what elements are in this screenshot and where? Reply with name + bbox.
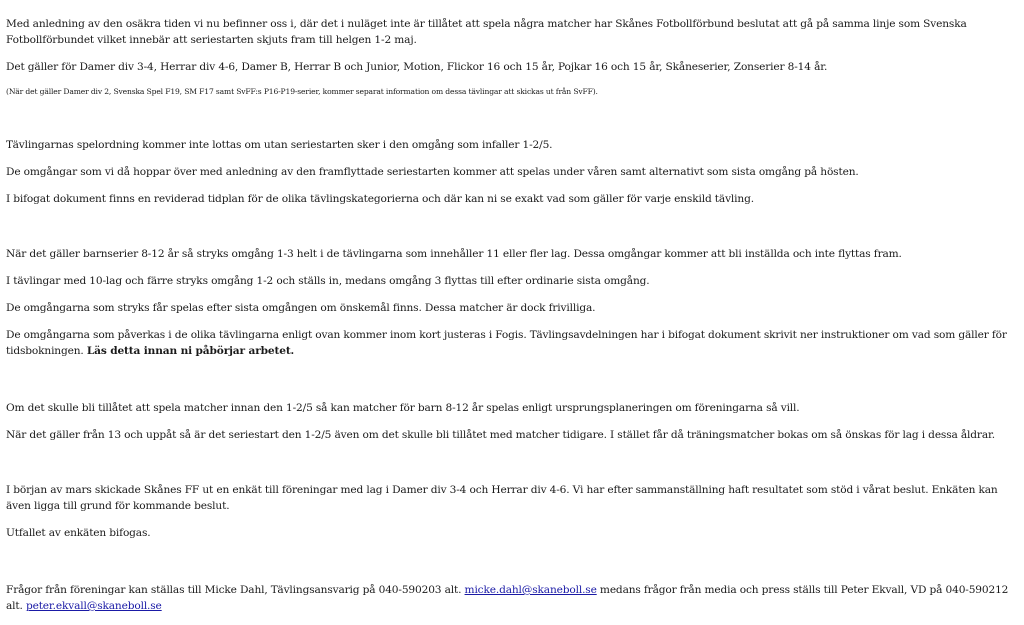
spacer [6,370,1018,400]
paragraph-contact [6,582,1018,614]
paragraph-fogis [6,327,1018,359]
email-link-micke[interactable]: micke.dahl@skaneboll.se [464,584,597,596]
paragraph-children-series: När det gäller barnserier 8-12 år så stryks omgång 1-3 helt i de tävlingarna som innehåller 11 eller fler lag. Dessa omgångar kommer att bli inställda och inte flyttas fram. [6,248,902,260]
paragraph-skipped-rounds: De omgångar som vi då hoppar över med anledning av den framflyttade seriestarten kommer att spelas under våren samt alternativt som sista omgång på hösten. [6,166,859,178]
spacer [6,109,1018,137]
paragraph-survey: I början av mars skickade Skånes FF ut en enkät till föreningar med lag i Damer div 3-4 och Herrar div 4-6. Vi har efter sammanställning haft resultatet som stöd i vårat beslut. Enkäten kan även ligga till grund för kommande beslut. [6,484,998,512]
fogis-text: De omgångarna som påverkas i de olika tävlingarna enligt ovan kommer inom kort justeras i Fogis. Tävlingsavdelningen har i bifogat dokument skrivit ner instruktioner om vad som gäller för tidsbokningen. [6,329,1007,357]
paragraph-attached-schedule: I bifogat dokument finns en reviderad tidplan för de olika tävlingskategorierna och där kan ni se exakt vad som gäller för varje enskild tävling. [6,193,754,205]
paragraph-order: Tävlingarnas spelordning kommer inte lottas om utan seriestarten sker i den omgång som infaller 1-2/5. [6,139,553,151]
email-link-peter[interactable]: peter.ekvall@skaneboll.se [25,600,162,612]
paragraph-from-13: När det gäller från 13 och uppåt så är det seriestart den 1-2/5 även om det skulle bli tillåtet med matcher tidigare. I stället får då träningsmatcher bokas om så önskas för lag i dessa åldrar. [6,429,995,441]
spacer [6,454,1018,482]
paragraph-intro: Med anledning av den osäkra tiden vi nu befinner oss i, där det i nuläget inte är tillåtet att spela några matcher har Skånes Fotbollförbund beslutat att gå på samma linje som Svenska Fotbollförbundet vilket innebär att seriestarten skjuts fram till helgen 1-2 maj. [6,18,967,46]
paragraph-applies-to: Det gäller för Damer div 3-4, Herrar div 4-6, Damer B, Herrar B och Junior, Motion, Flickor 16 och 15 år, Pojkar 16 och 15 år, Skåneserier, Zonserier 8-14 år. [6,61,828,73]
document-body [6,16,1018,625]
spacer [6,552,1018,582]
paragraph-optional-rounds: De omgångarna som stryks får spelas efter sista omgången om önskemål finns. Dessa matcher är dock frivilliga. [6,302,596,314]
contact-text-1: Frågor från föreningar kan ställas till Micke Dahl, Tävlingsansvarig på 040-590203 alt. [6,584,465,596]
fogis-bold-notice: Läs detta innan ni påbörjar arbetet. [86,345,295,357]
paragraph-ten-teams: I tävlingar med 10-lag och färre stryks omgång 1-2 och ställs in, medans omgång 3 flyttas till efter ordinarie sista omgång. [6,275,650,287]
spacer [6,218,1018,246]
paragraph-allowed-earlier: Om det skulle bli tillåtet att spela matcher innan den 1-2/5 så kan matcher för barn 8-12 år spelas enligt ursprungsplaneringen om föreningarna så vill. [6,402,800,414]
paragraph-survey-result: Utfallet av enkäten bifogas. [6,527,151,539]
paragraph-note: (När det gäller Damer div 2, Svenska Spel F19, SM F17 samt SvFF:s P16-P19-serier, kommer separat information om dessa tävlingar att skickas ut från SvFF). [6,87,598,96]
contact-text-2: medans frågor från media och press ställs till Peter Ekvall, VD på 040-590212 alt. [6,584,1009,612]
